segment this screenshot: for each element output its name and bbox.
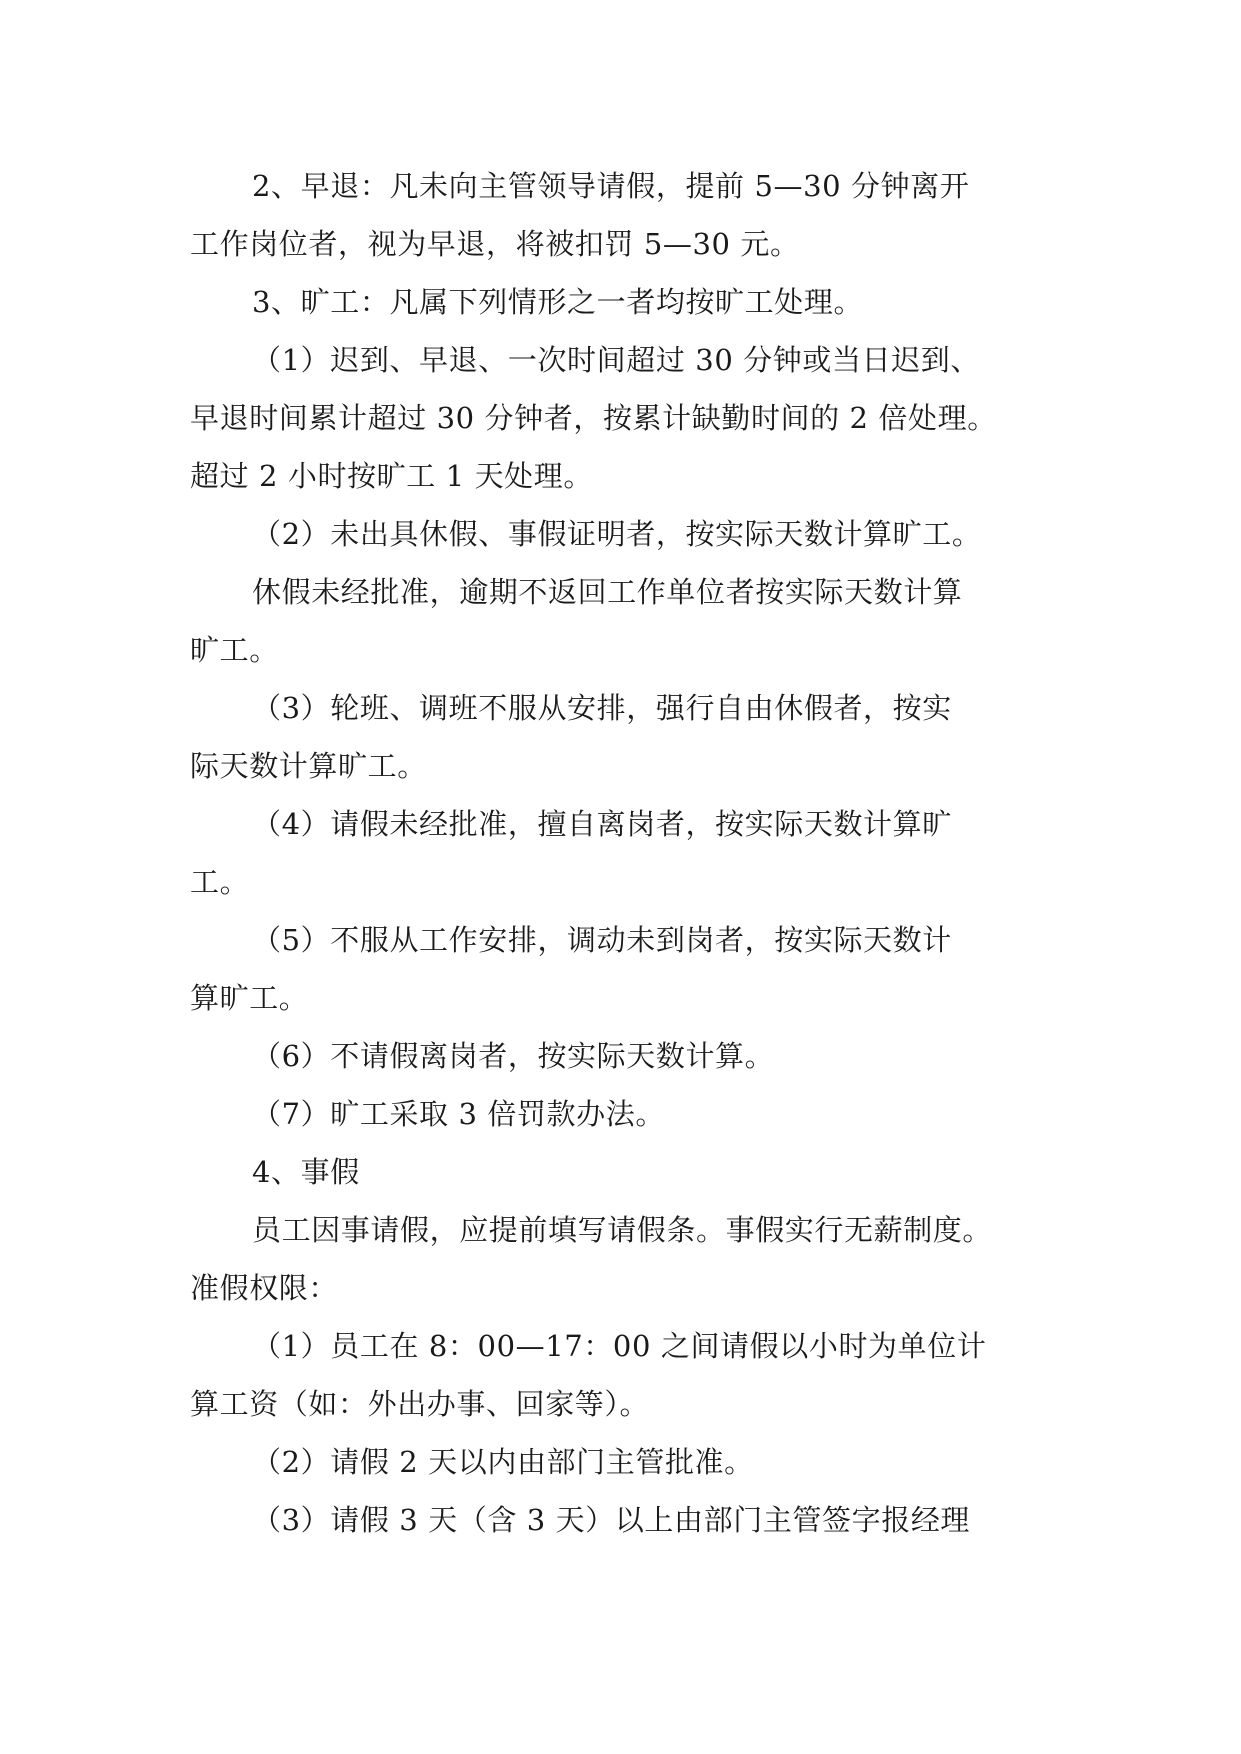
- text-line-9: 旷工。: [190, 633, 279, 667]
- text-line-10: （3）轮班、调班不服从安排，强行自由休假者，按实: [252, 691, 952, 725]
- text-line-21: （1）员工在 8：00—17：00 之间请假以小时为单位计: [252, 1329, 987, 1363]
- text-line-1: [252, 166, 1045, 206]
- text-line-6: 超过 2 小时按旷工 1 天处理。: [190, 459, 593, 493]
- text-line-16: （6）不请假离岗者，按实际天数计算。: [252, 1039, 775, 1073]
- text-line-24: （3）请假 3 天（含 3 天）以上由部门主管签字报经理: [252, 1503, 971, 1537]
- text-line-14: （5）不服从工作安排，调动未到岗者，按实际天数计: [252, 923, 952, 957]
- text-line-7: （2）未出具休假、事假证明者，按实际天数计算旷工。: [252, 517, 982, 551]
- text-line-11: 际天数计算旷工。: [190, 749, 427, 783]
- text-line-12: （4）请假未经批准，擅自离岗者，按实际天数计算旷: [252, 807, 952, 841]
- text-line-20: 准假权限：: [190, 1271, 339, 1305]
- text-line-13: 工。: [190, 865, 250, 899]
- line-1-text: 2、早退：凡未向主管领导请假，提前 5—30 分钟离开: [252, 169, 970, 203]
- text-line-3: 3、旷工：凡属下列情形之一者均按旷工处理。: [252, 285, 864, 319]
- text-line-2: 工作岗位者，视为早退，将被扣罚 5—30 元。: [190, 227, 800, 261]
- text-line-15: 算旷工。: [190, 981, 309, 1015]
- text-line-8: 休假未经批准，逾期不返回工作单位者按实际天数计算: [252, 575, 963, 609]
- text-line-5: 早退时间累计超过 30 分钟者，按累计缺勤时间的 2 倍处理。: [190, 401, 997, 435]
- text-line-19: 员工因事请假，应提前填写请假条。事假实行无薪制度。: [252, 1213, 993, 1247]
- text-line-22: 算工资（如：外出办事、回家等）。: [190, 1387, 650, 1421]
- text-line-4: （1）迟到、早退、一次时间超过 30 分钟或当日迟到、: [252, 343, 980, 377]
- text-line-17: （7）旷工采取 3 倍罚款办法。: [252, 1097, 665, 1131]
- text-line-23: （2）请假 2 天以内由部门主管批准。: [252, 1445, 754, 1479]
- text-line-18: 4、事假: [252, 1155, 360, 1189]
